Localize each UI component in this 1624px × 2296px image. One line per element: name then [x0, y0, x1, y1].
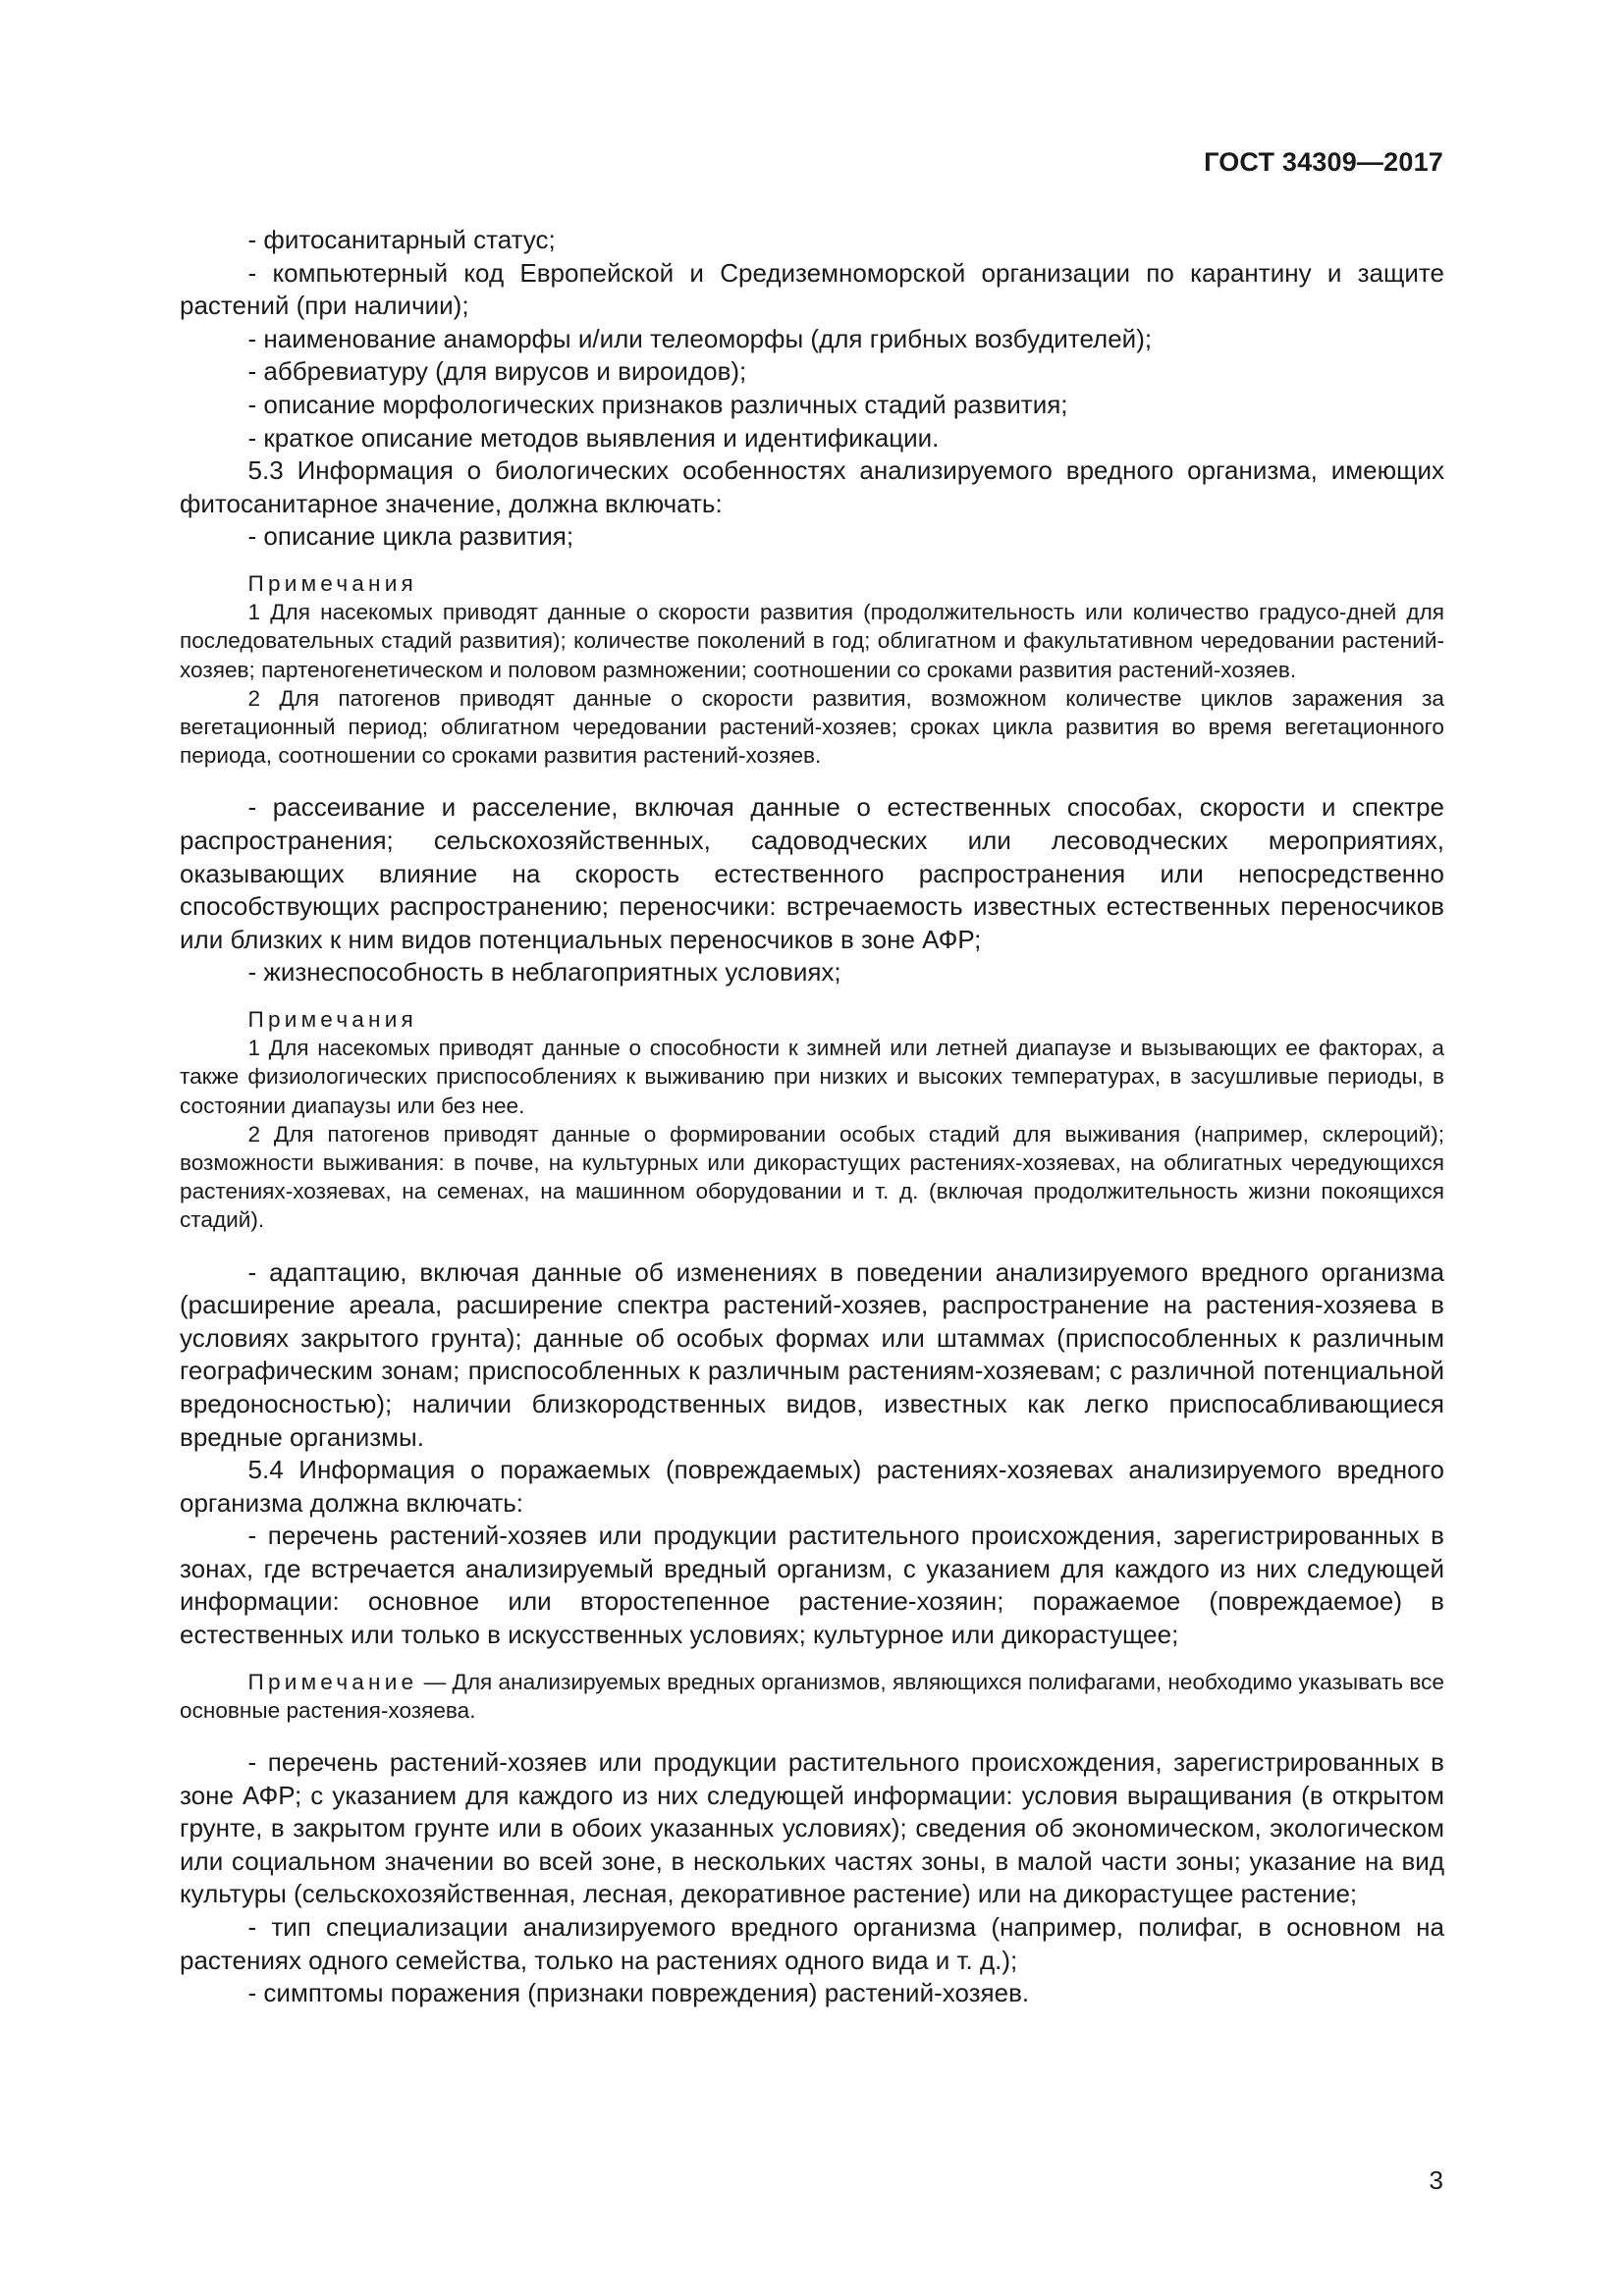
list-item: - тип специализации анализируемого вредного организма (например, полифаг, в основном на растениях одного семейства, только на растениях одного вида и т. д.); [180, 1912, 1444, 1975]
notes-title: Примечания [247, 570, 417, 596]
note-item [180, 1668, 1444, 1725]
document-body [180, 224, 1444, 2010]
note-text: — Для анализируемых вредных организмов, являющихся полифагами, необходимо указывать все основные растения-хозяева. [180, 1669, 1444, 1723]
list-item: - перечень растений-хозяев или продукции растительного происхождения, зарегистрированных в зонах, где встречается анализируемый вредный организм, с указанием для каждого из них следующей информации: основное или второстепенное растение-хозяин; поражаемое (повреждаемое) в естественных или только в искусственных условиях; культурное или дикорастущее; [180, 1521, 1444, 1650]
list-item: - описание морфологических признаков различных стадий развития; [247, 389, 1068, 419]
note-item: 2 Для патогенов приводят данные о скорости развития, возможном количестве циклов заражения за вегетационный период; облигатном чередовании растений-хозяев; сроках цикла развития во время вегетационного периода, соотношении со сроками развития растений-хозяев. [180, 685, 1444, 769]
list-item: - наименование анаморфы и/или телеоморфы (для грибных возбудителей); [247, 323, 1153, 353]
note-label: Примечание [247, 1669, 418, 1694]
list-item: - аббревиатуру (для вирусов и вироидов); [247, 356, 747, 387]
notes-block [180, 1005, 1444, 1235]
note-item: 2 Для патогенов приводят данные о формировании особых стадий для выживания (например, склероций); возможности выживания: в почве, на культурных или дикорастущих растениях-хозяевах, на облигатных чередующихся растениях-хозяевах, на семенах, на машинном оборудовании и т. д. (включая продолжительность жизни покоящихся стадий). [180, 1121, 1444, 1233]
section-5-3: 5.3 Информация о биологических особенностях анализируемого вредного организма, имеющих фитосанитарное значение, должна включать: [180, 455, 1444, 518]
note-item: 1 Для насекомых приводят данные о способности к зимней или летней диапаузе и вызывающих ее факторах, а также физиологических приспособлениях к выживанию при низких и высоких температурах, в засушливые периоды, в состоянии диапаузы или без нее. [180, 1036, 1444, 1118]
page-number: 3 [1429, 2165, 1443, 2195]
notes-block [180, 569, 1444, 770]
notes-block [180, 1668, 1444, 1725]
list-item: - краткое описание методов выявления и идентификации. [247, 422, 940, 453]
notes-title: Примечания [247, 1006, 417, 1032]
list-item: - фитосанитарный статус; [247, 225, 556, 254]
list-item: - компьютерный код Европейской и Средиземноморской организации по карантину и защите растений (при наличии); [180, 257, 1444, 321]
list-item: - описание цикла развития; [247, 521, 574, 552]
list-item: - жизнеспособность в неблагоприятных условиях; [247, 957, 841, 988]
list-item: - симптомы поражения (признаки повреждения) растений-хозяев. [247, 1978, 1030, 2008]
note-item: 1 Для насекомых приводят данные о скорости развития (продолжительность или количество градусо-дней для последовательных стадий развития); количестве поколений в год; облигатном и факультативном чередовании растений-хозяев; партеногенетическом и половом размножении; соотношении со сроками развития растений-хозяев. [180, 600, 1444, 682]
list-item: - рассеивание и расселение, включая данные о естественных способах, скорости и спектре распространения; сельскохозяйственных, садоводческих или лесоводческих мероприятиях, оказывающих влияние на скорость естественного распространения или непосредственно способствующих распространению; переносчики: встречаемость известных естественных переносчиков или близких к ним видов потенциальных переносчиков в зоне АФР; [180, 792, 1444, 954]
list-item: - перечень растений-хозяев или продукции растительного происхождения, зарегистрированных в зоне АФР; с указанием для каждого из них следующей информации: условия выращивания (в открытом грунте, в закрытом грунте или в обоих указанных условиях); сведения об экономическом, экологическом или социальном значении во всей зоне, в нескольких частях зоны, в малой части зоны; указание на вид культуры (сельскохозяйственная, лесная, декоративное растение) или на дикорастущее растение; [180, 1747, 1444, 1909]
list-item: - адаптацию, включая данные об изменениях в поведении анализируемого вредного организма (расширение ареала, расширение спектра растений-хозяев, распространение на растения-хозяева в условиях закрытого грунта); данные об особых формах или штаммах (приспособленных к различным географическим зонам; приспособленных к различным растениям-хозяевам; с различной потенциальной вредоносностью); наличии близкородственных видов, известных как легко приспосабливающиеся вредные организмы. [180, 1256, 1444, 1452]
document-code: ГОСТ 34309—2017 [1204, 147, 1443, 177]
section-5-4: 5.4 Информация о поражаемых (повреждаемых) растениях-хозяевах анализируемого вредного организма должна включать: [180, 1455, 1444, 1518]
